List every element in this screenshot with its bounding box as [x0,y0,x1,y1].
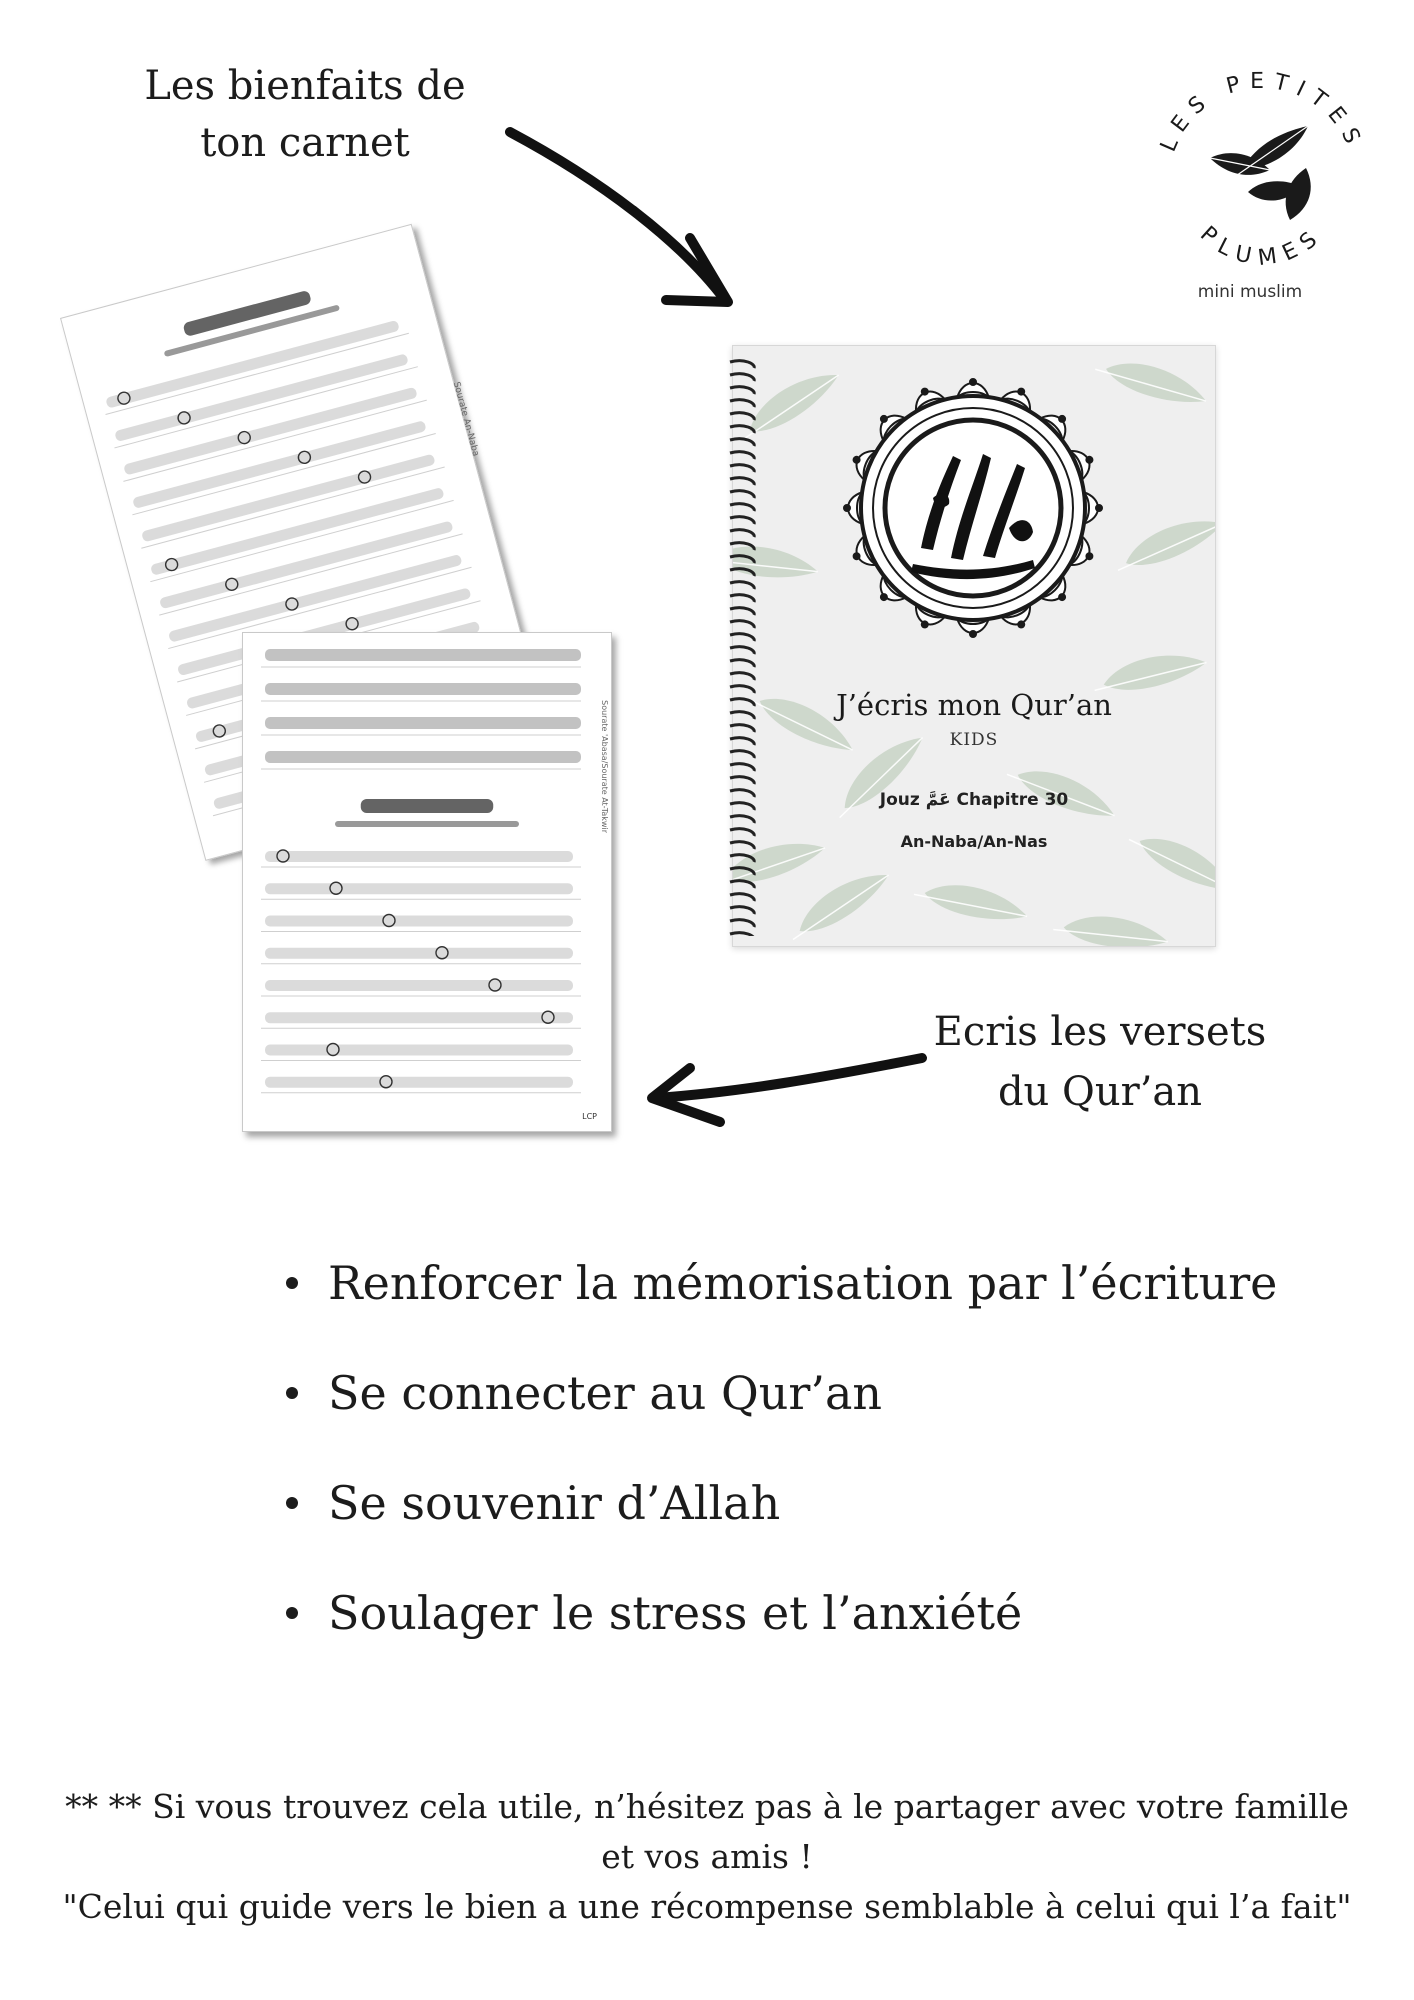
spiral-ring [730,816,754,823]
headline [120,58,490,172]
feather-icon [1052,907,1170,946]
spiral-ring [730,699,754,706]
notebook-surahs: An-Naba/An-Nas [900,832,1048,851]
spiral-ring [730,647,754,654]
spiral-ring [730,361,754,368]
spiral-ring [730,894,754,901]
logo-arc-top-text: LES PETITES [1155,68,1369,156]
spiral-ring [730,738,754,745]
footer-quote: "Celui qui guide vers le bien a une récompense semblable à celui qui l’a fait" [62,1887,1352,1926]
spiral-ring [730,478,754,485]
bullet-icon [286,1607,298,1619]
benefits-list [280,1253,1330,1693]
benefit-item: Se souvenir d’Allah [280,1473,1330,1583]
spiral-ring [730,426,754,433]
spiral-ring [730,907,754,914]
spiral-ring [730,452,754,459]
spiral-ring [730,634,754,641]
arrow-left-icon [652,1058,922,1122]
bullet-icon [286,1497,298,1509]
spiral-ring [730,608,754,615]
worksheet-front-lines [243,633,611,1131]
write-verses-caption [900,1002,1300,1122]
headline-line-2: ton carnet [200,120,410,166]
spiral-ring [730,569,754,576]
spiral-ring [730,725,754,732]
feather-icon [782,862,896,945]
spiral-ring [730,621,754,628]
spiral-ring [730,439,754,446]
feather-icon [912,872,1031,930]
share-footer [40,1782,1374,1932]
caption-line-1: Ecris les versets [933,1009,1267,1055]
notebook-subtitle: KIDS [949,730,999,750]
spiral-ring [730,790,754,797]
spiral-ring [730,842,754,849]
spiral-ring [730,712,754,719]
spiral-ring [730,374,754,381]
spiral-ring [730,400,754,407]
feather-icon [1210,126,1311,220]
spiral-ring [730,920,754,927]
spiral-ring [730,660,754,667]
spiral-ring [730,933,754,936]
spiral-ring [730,803,754,810]
worksheet-front [242,632,612,1132]
spiral-ring [730,881,754,888]
notebook-spiral-binding [728,358,758,936]
bullet-icon [286,1277,298,1289]
logo-arc-bottom-text: PLUMES [1195,221,1329,272]
spiral-ring [730,465,754,472]
spiral-ring [730,595,754,602]
notebook-title: J’écris mon Qur’an [836,688,1112,722]
footer-line-2: et vos amis ! [601,1837,813,1876]
spiral-ring [730,530,754,537]
spiral-ring [730,582,754,589]
spiral-ring [730,504,754,511]
benefit-item: Se connecter au Qur’an [280,1363,1330,1473]
spiral-ring [730,673,754,680]
spiral-ring [730,829,754,836]
bullet-icon [286,1387,298,1399]
spiral-ring [730,777,754,784]
spiral-ring [730,556,754,563]
spiral-ring [730,868,754,875]
worksheet-front-side-label: Sourate 'Abasa/Sourate At-Takwir [600,700,609,833]
notebook-cover [732,345,1216,947]
arrow-down-right-icon [510,132,728,302]
notebook-chapter: Jouz عَمَّ Chapitre 30 [879,790,1069,810]
quran-medallion-icon [833,368,1113,648]
logo-subtitle: mini muslim [1197,282,1303,302]
benefit-item: Soulager le stress et l’anxiété [280,1583,1330,1693]
spiral-ring [730,855,754,862]
benefit-item: Renforcer la mémorisation par l’écriture [280,1253,1330,1363]
worksheet-back-side-label: Sourate An-Naba [451,380,481,458]
spiral-ring [730,413,754,420]
footer-line-1: ** ** Si vous trouvez cela utile, n’hésitez pas à le partager avec votre famille [65,1787,1349,1826]
spiral-ring [730,764,754,771]
caption-line-2: du Qur’an [997,1069,1203,1115]
spiral-ring [730,686,754,693]
spiral-ring [730,543,754,550]
headline-line-1: Les bienfaits de [144,63,466,109]
feather-icon [1110,510,1215,577]
worksheet-front-badge: LCP [582,1112,597,1121]
brand-logo [1130,30,1390,300]
spiral-ring [730,387,754,394]
spiral-ring [730,751,754,758]
spiral-ring [730,517,754,524]
spiral-ring [730,491,754,498]
